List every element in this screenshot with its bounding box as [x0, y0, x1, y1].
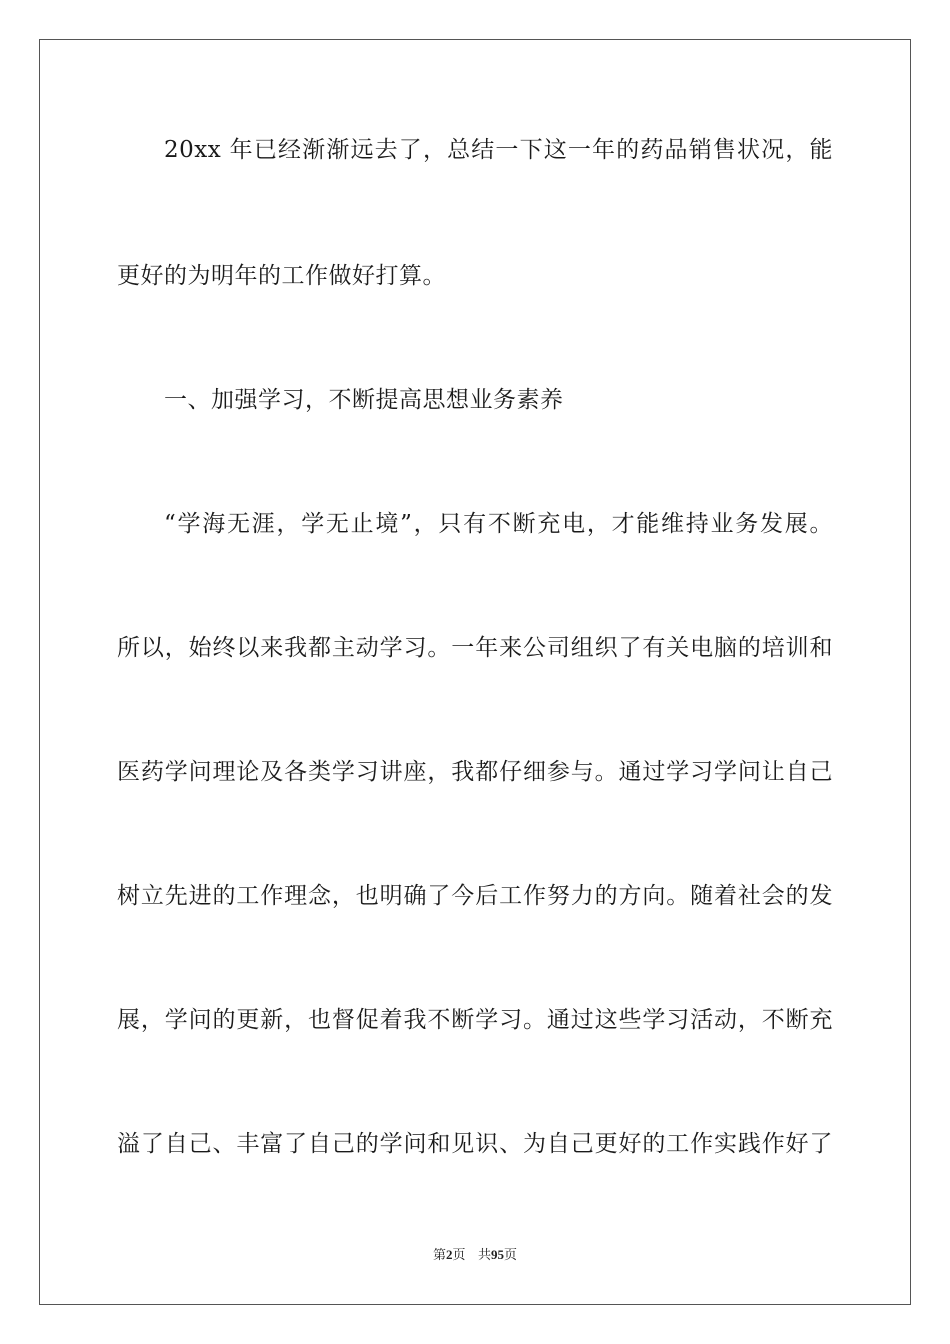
- page-label-prefix: 第: [433, 1248, 447, 1263]
- total-label-prefix: 共: [477, 1248, 491, 1263]
- paragraph-line: 所以，始终以来我都主动学习。一年来公司组织了有关电脑的培训和: [117, 635, 833, 661]
- total-label-suffix: 页: [503, 1248, 517, 1263]
- paragraph-line: 20xx 年已经渐渐远去了，总结一下这一年的药品销售状况，能: [164, 137, 833, 163]
- paragraph-line: 树立先进的工作理念，也明确了今后工作努力的方向。随着社会的发: [117, 883, 833, 909]
- page-label-suffix: 页: [452, 1248, 466, 1263]
- page-number: 2: [446, 1247, 453, 1262]
- paragraph-line: 溢了自己、丰富了自己的学问和见识、为自己更好的工作实践作好了: [117, 1131, 833, 1157]
- page-footer: [0, 1246, 950, 1265]
- paragraph-line: “学海无涯，学无止境”，只有不断充电，才能维持业务发展。: [164, 511, 833, 537]
- total-pages: 95: [490, 1247, 504, 1262]
- paragraph-line: 医药学问理论及各类学习讲座，我都仔细参与。通过学习学问让自己: [117, 759, 833, 785]
- section-heading: 一、加强学习，不断提高思想业务素养: [164, 387, 564, 413]
- paragraph-line: 展，学问的更新，也督促着我不断学习。通过这些学习活动，不断充: [117, 1007, 833, 1033]
- paragraph-line: 更好的为明年的工作做好打算。: [117, 263, 446, 289]
- page-frame: [39, 39, 911, 1305]
